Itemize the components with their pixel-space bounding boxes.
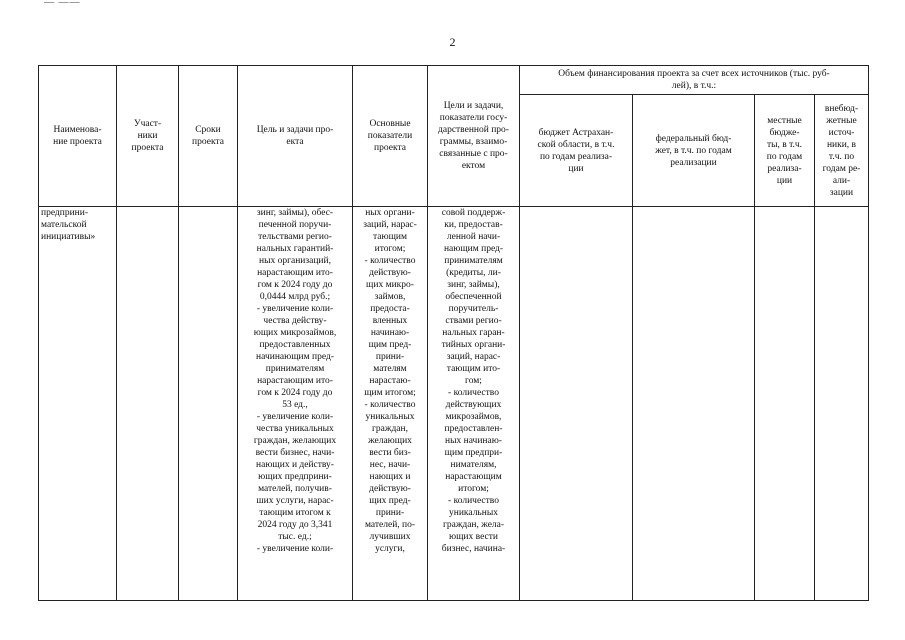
header-budget-federal: федеральный бюд- жет, в т.ч. по годам реализации xyxy=(633,95,755,207)
cell-budget-local xyxy=(755,207,815,601)
header-budget-local: местные бюдже- ты, в т.ч. по годам реализа- ции xyxy=(755,95,815,207)
cell-participants xyxy=(117,207,179,601)
cell-budget-extra xyxy=(815,207,869,601)
header-terms: Сроки проекта xyxy=(179,66,238,207)
header-goal-tasks: Цель и задачи про- екта xyxy=(238,66,353,207)
header-main-indicators: Основные показатели проекта xyxy=(353,66,428,207)
scan-mark: — —— xyxy=(44,0,81,8)
cell-state-program: совой поддерж- ки, предостав- ленной начи- нающим пред- принимателям (кредиты, ли- зинг, займы), обеспеченной поручитель- ствами регио- нальных гаран- тийных органи- заций, нарас- тающим ито- гом; - количество действующих микрозаймов, предоставлен- ных начинаю- щим предпри- нимателям, нарастающим итогом; - количество уникальных граждан, жела- ющих вести бизнес, начина- xyxy=(428,207,520,601)
header-participants: Участ- ники проекта xyxy=(117,66,179,207)
cell-budget-regional xyxy=(520,207,633,601)
header-row-top xyxy=(39,66,869,95)
cell-goal-tasks: зинг, займы), обес- печенной поручи- тельствами регио- нальных гарантий- ных организаций, нарастающим ито- гом к 2024 году до 0,0444 млрд руб.; - увеличение коли- чества действу- ющих микрозаймов, предоставленных начинающим пред- принимателям нарастающим ито- гом к 2024 году до 53 ед., - увеличение коли- чества уникальных граждан, желающих вести бизнес, начи- нающих и действу- ющих предприни- мателей, получив- ших услуги, нарас- тающим итогом к 2024 году до 3,341 тыс. ед.; - увеличение коли- xyxy=(238,207,353,601)
page-number: 2 xyxy=(449,35,456,49)
cell-main-indicators: ных органи- заций, нарас- тающим итогом; - количество действую- щих микро- займов, предоста- вленных начинаю- щим пред- прини- мателям нарастаю- щим итогом; - количество уникальных граждан, желающих вести биз- нес, начи- нающих и действую- щих пред- прини- мателей, по- лучивших услуги, xyxy=(353,207,428,601)
header-budget-regional: бюджет Астрахан- ской области, в т.ч. по годам реализа- ции xyxy=(520,95,633,207)
cell-project-name: предприни- мательской инициативы» xyxy=(39,207,117,601)
cell-terms xyxy=(179,207,238,601)
header-state-program: Цели и задачи, показатели госу- дарственной про- граммы, взаимо- связанные с про- ектом xyxy=(428,66,520,207)
header-budget-extra: внебюд- жетные источ- ники, в т.ч. по годам ре- али- зации xyxy=(815,95,869,207)
header-project-name: Наименова- ние проекта xyxy=(39,66,117,207)
header-funding-group: Объем финансирования проекта за счет всех источников (тыс. руб- лей), в т.ч.: xyxy=(520,66,869,95)
project-table xyxy=(38,65,869,601)
table-row xyxy=(39,207,869,601)
cell-budget-federal xyxy=(633,207,755,601)
